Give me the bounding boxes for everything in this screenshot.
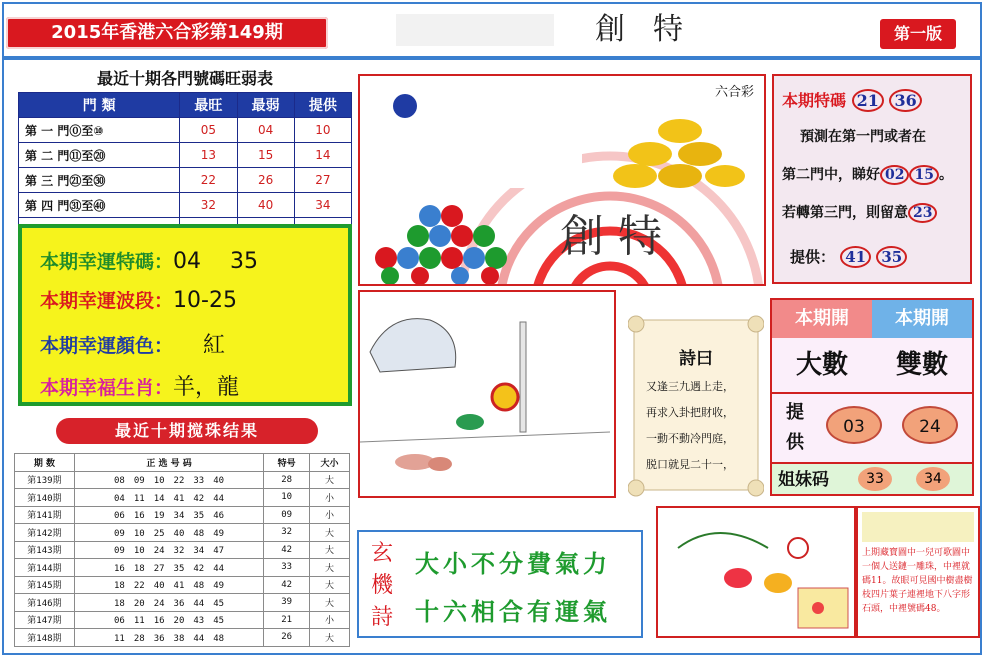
lucky-color <box>40 328 225 359</box>
numbers: 18 22 40 41 48 49 <box>74 576 263 594</box>
prediction-number: 23 <box>908 203 937 223</box>
mystery-poem-box <box>357 530 643 638</box>
size: 大 <box>310 471 350 489</box>
provide-number: 24 <box>902 406 958 444</box>
row-label: 第 三 門㉑至㉚ <box>19 168 180 193</box>
lottery-banner-image <box>358 74 766 286</box>
table-row <box>15 524 350 542</box>
size: 大 <box>310 541 350 559</box>
provide-label: 提供： <box>790 248 836 266</box>
hint-text: 上期藏寶圖中一兒可歌圖中一個人送鏈一雕珠，中裡就碼11。故眼可見國中樹盡樹枝四片葉子連裡地下八字形石頭，中裡號碼48。 <box>862 548 973 614</box>
logo-icon <box>393 94 417 118</box>
table-row <box>15 489 350 507</box>
lucky-special-label: 本期幸運特碼： <box>40 251 174 273</box>
col-header: 提供 <box>294 93 351 118</box>
ball-icon <box>788 538 808 558</box>
numbers: 04 11 14 41 42 44 <box>74 489 263 507</box>
hint-note <box>856 506 980 638</box>
period: 第143期 <box>15 541 75 559</box>
special: 09 <box>264 506 310 524</box>
prediction-text: 。 <box>938 167 953 183</box>
size: 大 <box>310 559 350 577</box>
draw-results-table <box>14 453 350 647</box>
special-prediction-box <box>772 74 972 284</box>
table-row <box>19 143 352 168</box>
version-badge: 第一版 <box>880 19 956 49</box>
poem-line: 一動不動冷門庭， <box>646 432 734 445</box>
max-value: 22 <box>180 168 237 193</box>
period: 第145期 <box>15 576 75 594</box>
mystery-poem-line: 十六相合有運氣 <box>415 597 611 626</box>
col-header: 正 选 号 码 <box>74 454 263 472</box>
prediction-text: 第二門中，睇好 <box>782 167 880 183</box>
special: 26 <box>264 629 310 647</box>
page-title: 創特 <box>595 12 711 47</box>
draw-results-title: 最近十期搅珠结果 <box>56 418 318 444</box>
numbers: 08 09 10 22 33 40 <box>74 471 263 489</box>
period: 第139期 <box>15 471 75 489</box>
lucky-zodiac-value: 羊，龍 <box>173 375 240 400</box>
poem-scroll <box>628 310 764 500</box>
strength-table <box>18 92 352 243</box>
header-blank <box>396 14 554 46</box>
vine-icon <box>678 533 768 548</box>
period: 第146期 <box>15 594 75 612</box>
poem-line: 再求入卦把財收， <box>646 406 734 419</box>
table-row <box>15 576 350 594</box>
table-row <box>19 193 352 218</box>
numbers: 09 10 24 32 34 47 <box>74 541 263 559</box>
even-number-text: 雙數 <box>895 350 948 380</box>
numbers: 06 11 16 20 43 45 <box>74 611 263 629</box>
prediction-line: 預測在第一門或者在 <box>800 129 926 145</box>
lucky-zodiac <box>40 370 239 401</box>
row-label: 第 二 門⑪至⑳ <box>19 143 180 168</box>
gold-ingots-icon <box>613 119 745 188</box>
lucky-zodiac-label: 本期幸福生肖： <box>40 377 174 399</box>
provide-number: 03 <box>826 406 882 444</box>
sister-row <box>772 462 972 494</box>
provide-label: 提供 <box>786 402 804 453</box>
special: 42 <box>264 576 310 594</box>
ball-icon <box>492 384 518 410</box>
poem-title: 詩曰 <box>679 349 713 369</box>
max-value: 32 <box>180 193 237 218</box>
special-number: 36 <box>889 89 921 112</box>
issue-title: 2015年香港六合彩第149期 <box>6 17 328 49</box>
lucky-band <box>40 286 237 313</box>
numbers: 06 16 19 34 35 46 <box>74 506 263 524</box>
banner-text: 創特 <box>560 211 676 262</box>
ring <box>570 266 650 284</box>
crab-scene-illustration <box>360 292 614 496</box>
period: 第140期 <box>15 489 75 507</box>
special: 10 <box>264 489 310 507</box>
table-row <box>15 541 350 559</box>
table-row <box>15 506 350 524</box>
period: 第144期 <box>15 559 75 577</box>
lucky-band-label: 本期幸運波段： <box>40 290 174 312</box>
kid-icon <box>764 573 792 593</box>
lucky-special <box>40 244 258 275</box>
max-value: 05 <box>180 118 237 143</box>
min-value: 26 <box>237 168 294 193</box>
numbers: 18 20 24 36 44 45 <box>74 594 263 612</box>
odd-even-panel <box>770 298 974 496</box>
offer-value: 27 <box>294 168 351 193</box>
offer-value: 34 <box>294 193 351 218</box>
period: 第147期 <box>15 611 75 629</box>
open-label-left: 本期開 <box>772 300 872 338</box>
period: 第142期 <box>15 524 75 542</box>
sister-number: 34 <box>916 467 950 491</box>
provide-row <box>772 392 972 460</box>
size: 大 <box>310 629 350 647</box>
mystery-poem-line: 大小不分費氣力 <box>415 549 611 578</box>
numbers: 16 18 27 35 42 44 <box>74 559 263 577</box>
rock-icon <box>370 319 456 372</box>
ground-line <box>360 432 610 442</box>
period: 第141期 <box>15 506 75 524</box>
strength-table-title: 最近十期各門號碼旺弱表 <box>96 69 273 88</box>
min-value: 40 <box>237 193 294 218</box>
sister-number: 33 <box>858 467 892 491</box>
col-header: 門 類 <box>19 93 180 118</box>
table-row <box>15 611 350 629</box>
special: 21 <box>264 611 310 629</box>
lucky-special-value: 04 35 <box>173 249 258 274</box>
stone-icon <box>428 457 452 471</box>
provide-number: 41 <box>840 246 871 268</box>
offer-value: 10 <box>294 118 351 143</box>
target-rings-illustration <box>360 76 764 284</box>
flower-icon <box>812 602 824 614</box>
special: 32 <box>264 524 310 542</box>
size: 小 <box>310 611 350 629</box>
numbers: 11 28 36 38 44 48 <box>74 629 263 647</box>
col-header: 最旺 <box>180 93 237 118</box>
pole-icon <box>520 322 526 432</box>
special-number: 21 <box>852 89 884 112</box>
col-header: 大小 <box>310 454 350 472</box>
special: 28 <box>264 471 310 489</box>
side-text: 六合彩 <box>715 85 755 100</box>
provide-row <box>790 246 907 268</box>
prediction-line <box>782 202 937 223</box>
prediction-number: 02 <box>880 165 909 185</box>
col-header: 特号 <box>264 454 310 472</box>
table-row <box>19 118 352 143</box>
table-row <box>15 594 350 612</box>
special: 33 <box>264 559 310 577</box>
min-value: 15 <box>237 143 294 168</box>
size: 小 <box>310 506 350 524</box>
kids-scene-illustration <box>658 508 854 636</box>
provide-number: 35 <box>876 246 907 268</box>
lucky-color-value: 紅 <box>203 333 226 358</box>
size: 大 <box>310 524 350 542</box>
big-number-text: 大數 <box>795 350 848 380</box>
prediction-number: 15 <box>909 165 938 185</box>
size: 大 <box>310 594 350 612</box>
max-value: 13 <box>180 143 237 168</box>
prediction-line <box>782 164 953 185</box>
table-row <box>15 471 350 489</box>
hint-image-strip <box>862 512 974 542</box>
lucky-color-label: 本期幸運顏色： <box>40 335 174 357</box>
special: 39 <box>264 594 310 612</box>
lucky-band-value: 10-25 <box>173 288 237 313</box>
period: 第148期 <box>15 629 75 647</box>
size: 小 <box>310 489 350 507</box>
mystery-poem-label: 玄機詩 <box>370 541 393 630</box>
row-label: 第 四 門㉛至㊵ <box>19 193 180 218</box>
size: 大 <box>310 576 350 594</box>
lucky-box <box>18 224 352 406</box>
table-row <box>19 168 352 193</box>
open-label-right: 本期開 <box>872 300 972 338</box>
table-row <box>15 629 350 647</box>
poem-line: 又逢三九遇上走， <box>646 380 734 393</box>
crab-cartoon-image <box>358 290 616 498</box>
crab-icon <box>456 414 484 430</box>
kid-icon <box>724 568 752 588</box>
row-label: 第 一 門⓪至⑩ <box>19 118 180 143</box>
offer-value: 14 <box>294 143 351 168</box>
sister-label: 姐妹码 <box>778 470 829 490</box>
kids-cartoon-image <box>656 506 856 638</box>
poem-line: 脱口就見二十一， <box>646 458 734 471</box>
prediction-text: 若轉第三門，則留意 <box>782 205 908 221</box>
numbers: 09 10 25 40 48 49 <box>74 524 263 542</box>
special-label: 本期特碼 <box>782 91 847 110</box>
special: 42 <box>264 541 310 559</box>
min-value: 04 <box>237 118 294 143</box>
col-header: 期 数 <box>15 454 75 472</box>
special-row <box>782 88 922 112</box>
col-header: 最弱 <box>237 93 294 118</box>
header-divider <box>4 56 980 60</box>
table-row <box>15 559 350 577</box>
blank-patch <box>398 128 582 188</box>
